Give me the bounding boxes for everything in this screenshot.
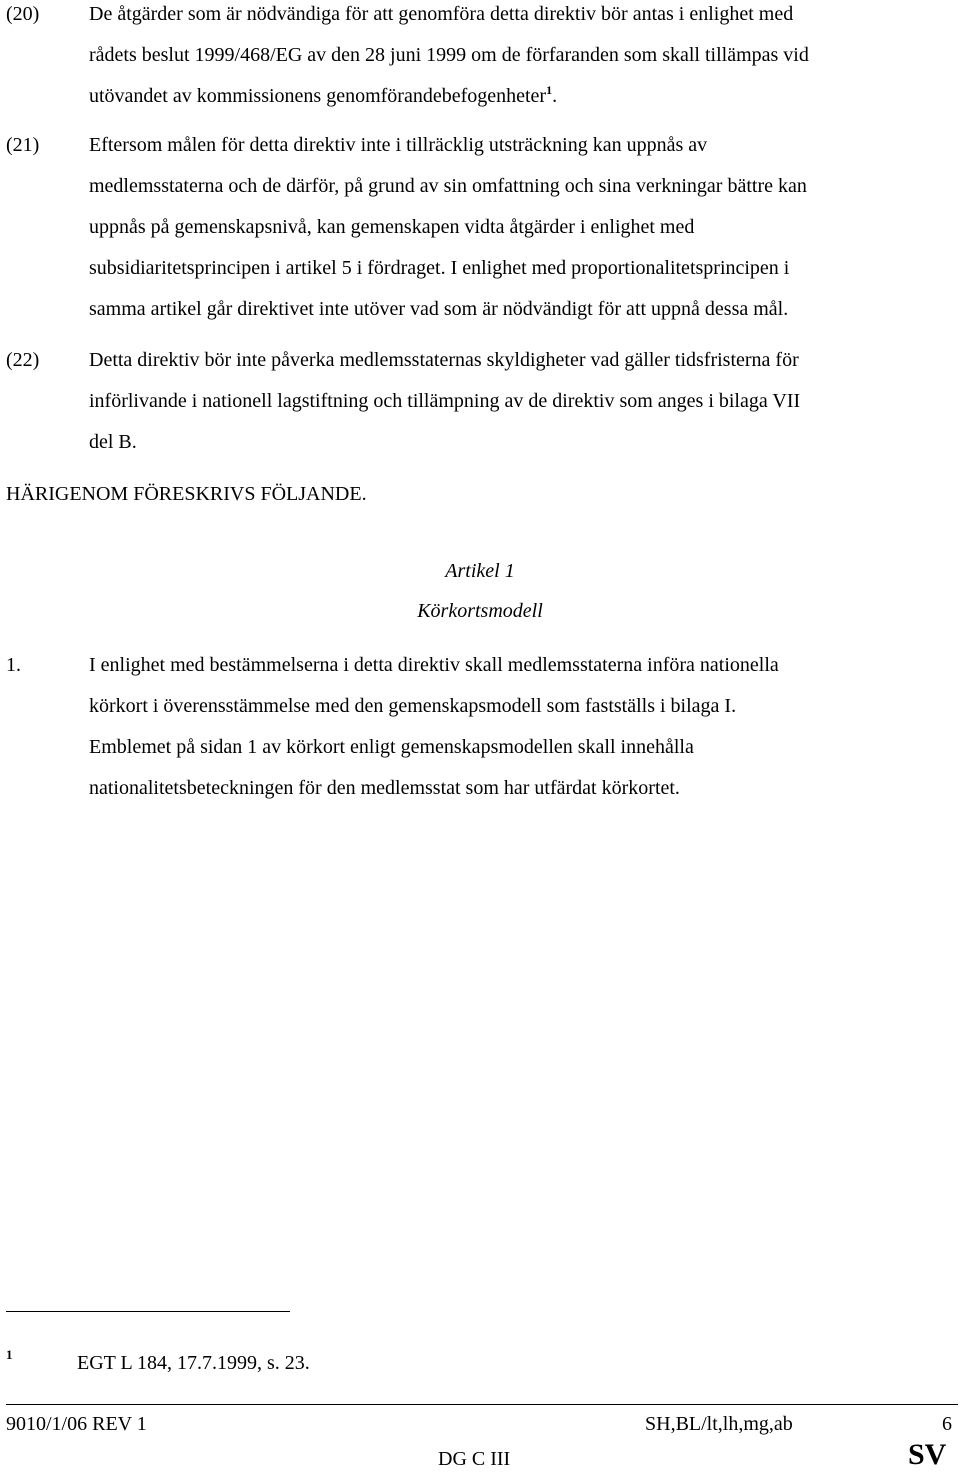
recital-line: del B. (89, 431, 137, 453)
footnote-separator (6, 1311, 290, 1312)
recital-number: (22) (6, 349, 40, 371)
recital-line: rådets beslut 1999/468/EG av den 28 juni 1999 om de förfaranden som skall tillämpas vid (89, 44, 809, 66)
recital-line-end: . (552, 85, 558, 107)
footnote-number: 1 (6, 1347, 13, 1362)
recital-number: (20) (6, 3, 40, 25)
recital-number: (21) (6, 134, 40, 156)
recital-line: De åtgärder som är nödvändiga för att genomföra detta direktiv bör antas i enlighet med (89, 3, 794, 25)
footer-language: SV (908, 1438, 947, 1471)
recital-line: subsidiaritetsprincipen i artikel 5 i fördraget. I enlighet med proportionalitetsprincipen i (89, 257, 790, 279)
footnote-text: EGT L 184, 17.7.1999, s. 23. (77, 1352, 310, 1374)
footer-rule (6, 1404, 958, 1405)
footer-doc-ref: 9010/1/06 REV 1 (6, 1413, 147, 1435)
article-line: nationalitetsbeteckningen för den medlemsstat som har utfärdat körkortet. (89, 777, 680, 799)
recital-line: Detta direktiv bör inte påverka medlemsstaternas skyldigheter vad gäller tidsfristerna för (89, 349, 799, 371)
recital-line: införlivande i nationell lagstiftning och tillämpning av de direktiv som anges i bilaga VII (89, 390, 801, 412)
article-title: Körkortsmodell (417, 600, 543, 622)
footer-page-number: 6 (942, 1413, 952, 1435)
recital-line-with-footnote (89, 85, 557, 108)
recital-line: uppnås på gemenskapsnivå, kan gemenskapen vidta åtgärder i enlighet med (89, 216, 695, 238)
recital-line: medlemsstaterna och de därför, på grund av sin omfattning och sina verkningar bättre kan (89, 175, 807, 197)
footnote-reference[interactable]: 1 (546, 83, 553, 97)
recital-line: samma artikel går direktivet inte utöver vad som är nödvändigt för att uppnå dessa mål. (89, 298, 789, 320)
recital-line: Eftersom målen för detta direktiv inte i tillräcklig utsträckning kan uppnås av (89, 134, 708, 156)
enacting-formula: HÄRIGENOM FÖRESKRIVS FÖLJANDE. (6, 483, 367, 505)
article-heading: Artikel 1 (445, 560, 515, 582)
paragraph-number: 1. (6, 654, 21, 676)
article-line: Emblemet på sidan 1 av körkort enligt gemenskapsmodellen skall innehålla (89, 736, 694, 758)
footer-initials: SH,BL/lt,lh,mg,ab (645, 1413, 793, 1435)
article-line: I enlighet med bestämmelserna i detta direktiv skall medlemsstaterna införa nationella (89, 654, 779, 676)
recital-line-text: utövandet av kommissionens genomförandebefogenheter (89, 85, 547, 107)
footer-dg: DG C III (438, 1448, 511, 1470)
article-line: körkort i överensstämmelse med den gemenskapsmodell som fastställs i bilaga I. (89, 695, 737, 717)
